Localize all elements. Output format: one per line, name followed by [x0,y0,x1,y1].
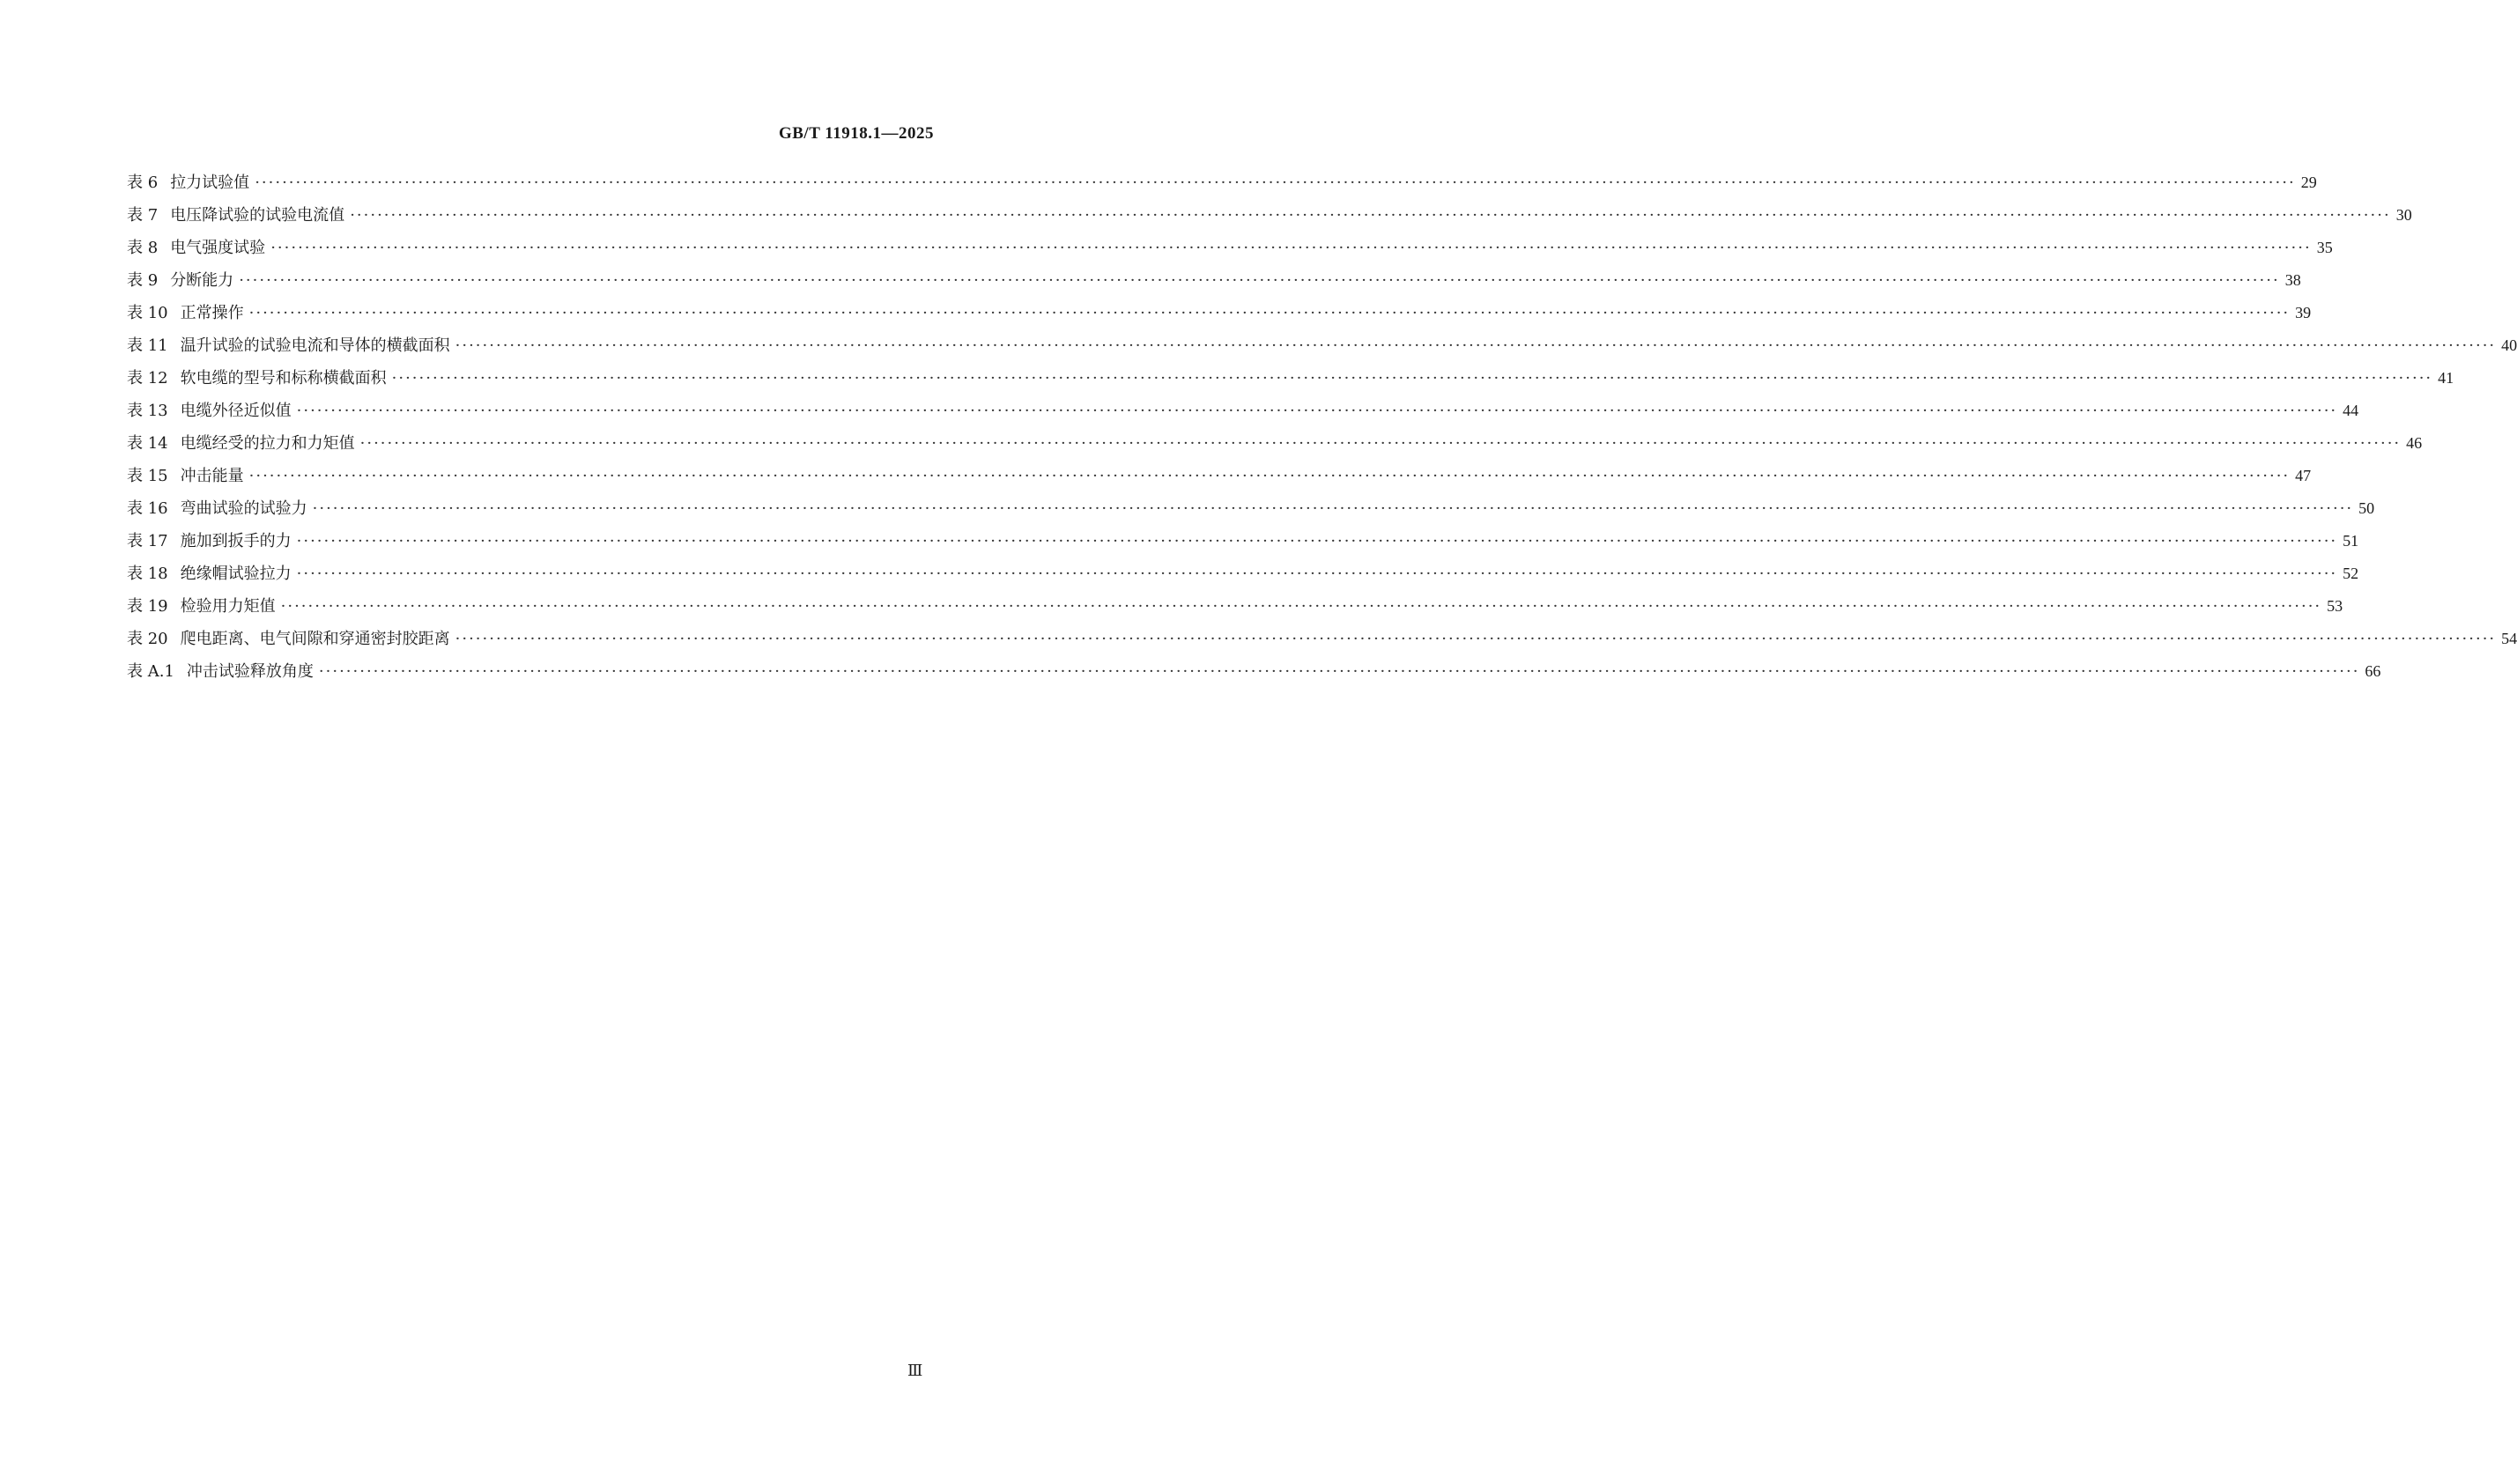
toc-entry-page: 44 [2343,402,2359,419]
toc-entry-number: 表 11 [127,336,168,355]
page-number: Ⅲ [907,1362,923,1379]
toc-leader-dots: ············································································································································································································································································································ [391,369,2433,388]
toc-entry-page: 50 [2358,499,2375,517]
toc-entry-title: 拉力试验值 [170,174,250,192]
toc-leader-dots: ············································································································································································································································································································ [312,499,2354,518]
toc-leader-dots: ············································································································································································································································································································ [248,304,2291,322]
toc-entry-page: 66 [2365,662,2381,680]
toc-entry-title: 检验用力矩值 [180,597,276,616]
toc-entry-number: 表 18 [127,565,168,583]
toc-entry-page: 52 [2343,565,2359,582]
toc-entry-page: 53 [2327,597,2343,615]
toc-entry[interactable] [127,365,2454,398]
toc-entry-page: 35 [2316,239,2333,256]
toc-leader-dots: ············································································································································································································································································································ [350,206,2391,225]
toc-entry[interactable] [127,170,2317,203]
toc-entry-page: 30 [2395,206,2412,224]
toc-entry-title: 温升试验的试验电流和导体的横截面积 [180,336,450,355]
toc-entry-title: 电缆经受的拉力和力矩值 [180,434,355,453]
toc-leader-dots: ············································································································································································································································································································ [270,239,2312,257]
toc-leader-dots: ············································································································································································································································································································ [455,630,2497,648]
toc-entry[interactable] [127,626,2517,659]
toc-leader-dots: ············································································································································································································································································································ [455,336,2497,355]
toc-entry[interactable] [127,561,2359,594]
table-of-contents [127,170,2517,691]
toc-entry[interactable] [127,431,2423,463]
toc-entry-number: 表 17 [127,532,168,550]
toc-entry-number: 表 8 [127,239,159,257]
toc-leader-dots: ············································································································································································································································································································ [296,532,2338,550]
toc-entry[interactable] [127,528,2359,561]
toc-leader-dots: ············································································································································································································································································································ [296,565,2338,583]
toc-entry[interactable] [127,203,2412,235]
toc-entry-number: 表 15 [127,467,168,485]
toc-leader-dots: ············································································································································································································································································································ [239,271,2280,290]
toc-entry-title: 电缆外径近似值 [180,402,292,420]
toc-entry[interactable] [127,235,2333,268]
toc-leader-dots: ············································································································································································································································································································ [296,402,2338,420]
toc-entry-title: 电压降试验的试验电流值 [170,206,345,225]
toc-entry[interactable] [127,268,2301,300]
toc-entry[interactable] [127,398,2359,431]
toc-leader-dots: ············································································································································································································································································································ [359,434,2402,453]
toc-entry-title: 软电缆的型号和标称横截面积 [180,369,387,388]
toc-entry-number: 表 6 [127,174,159,192]
toc-entry-number: 表 10 [127,304,168,322]
toc-entry-number: 表 13 [127,402,168,420]
toc-entry[interactable] [127,659,2381,691]
toc-entry-number: 表 20 [127,630,168,648]
toc-entry-title: 施加到扳手的力 [180,532,292,550]
toc-leader-dots: ············································································································································································································································································································ [255,174,2296,192]
toc-entry-page: 38 [2284,271,2301,289]
toc-entry-page: 29 [2300,174,2317,191]
toc-entry[interactable] [127,496,2375,528]
toc-entry-title: 爬电距离、电气间隙和穿通密封胶距离 [180,630,450,648]
toc-entry[interactable] [127,594,2343,626]
toc-entry-page: 47 [2295,467,2312,484]
document-code: GB/T 11918.1—2025 [778,124,934,143]
toc-entry-title: 分断能力 [170,271,234,290]
toc-entry-number: 表 16 [127,499,168,518]
toc-entry[interactable] [127,300,2312,333]
toc-entry[interactable] [127,333,2517,365]
toc-entry-number: 表 19 [127,597,168,616]
toc-entry-title: 电气强度试验 [170,239,266,257]
toc-entry-title: 绝缘帽试验拉力 [180,565,292,583]
toc-leader-dots: ············································································································································································································································································································ [280,597,2322,616]
toc-entry-number: 表 12 [127,369,168,388]
toc-entry-number: 表 A.1 [127,662,174,681]
toc-entry-page: 40 [2501,336,2517,354]
toc-leader-dots: ············································································································································································································································································································ [248,467,2291,485]
toc-entry-title: 冲击试验释放角度 [186,662,314,681]
toc-entry-page: 46 [2406,434,2423,452]
toc-entry[interactable] [127,463,2312,496]
toc-entry-page: 54 [2501,630,2517,647]
toc-entry-number: 表 14 [127,434,168,453]
toc-entry-title: 冲击能量 [180,467,244,485]
toc-entry-title: 正常操作 [180,304,244,322]
toc-entry-number: 表 9 [127,271,159,290]
toc-entry-number: 表 7 [127,206,159,225]
toc-entry-title: 弯曲试验的试验力 [180,499,307,518]
toc-entry-page: 51 [2343,532,2359,550]
toc-entry-page: 41 [2438,369,2454,387]
toc-entry-page: 39 [2295,304,2312,321]
toc-leader-dots: ············································································································································································································································································································ [318,662,2360,681]
